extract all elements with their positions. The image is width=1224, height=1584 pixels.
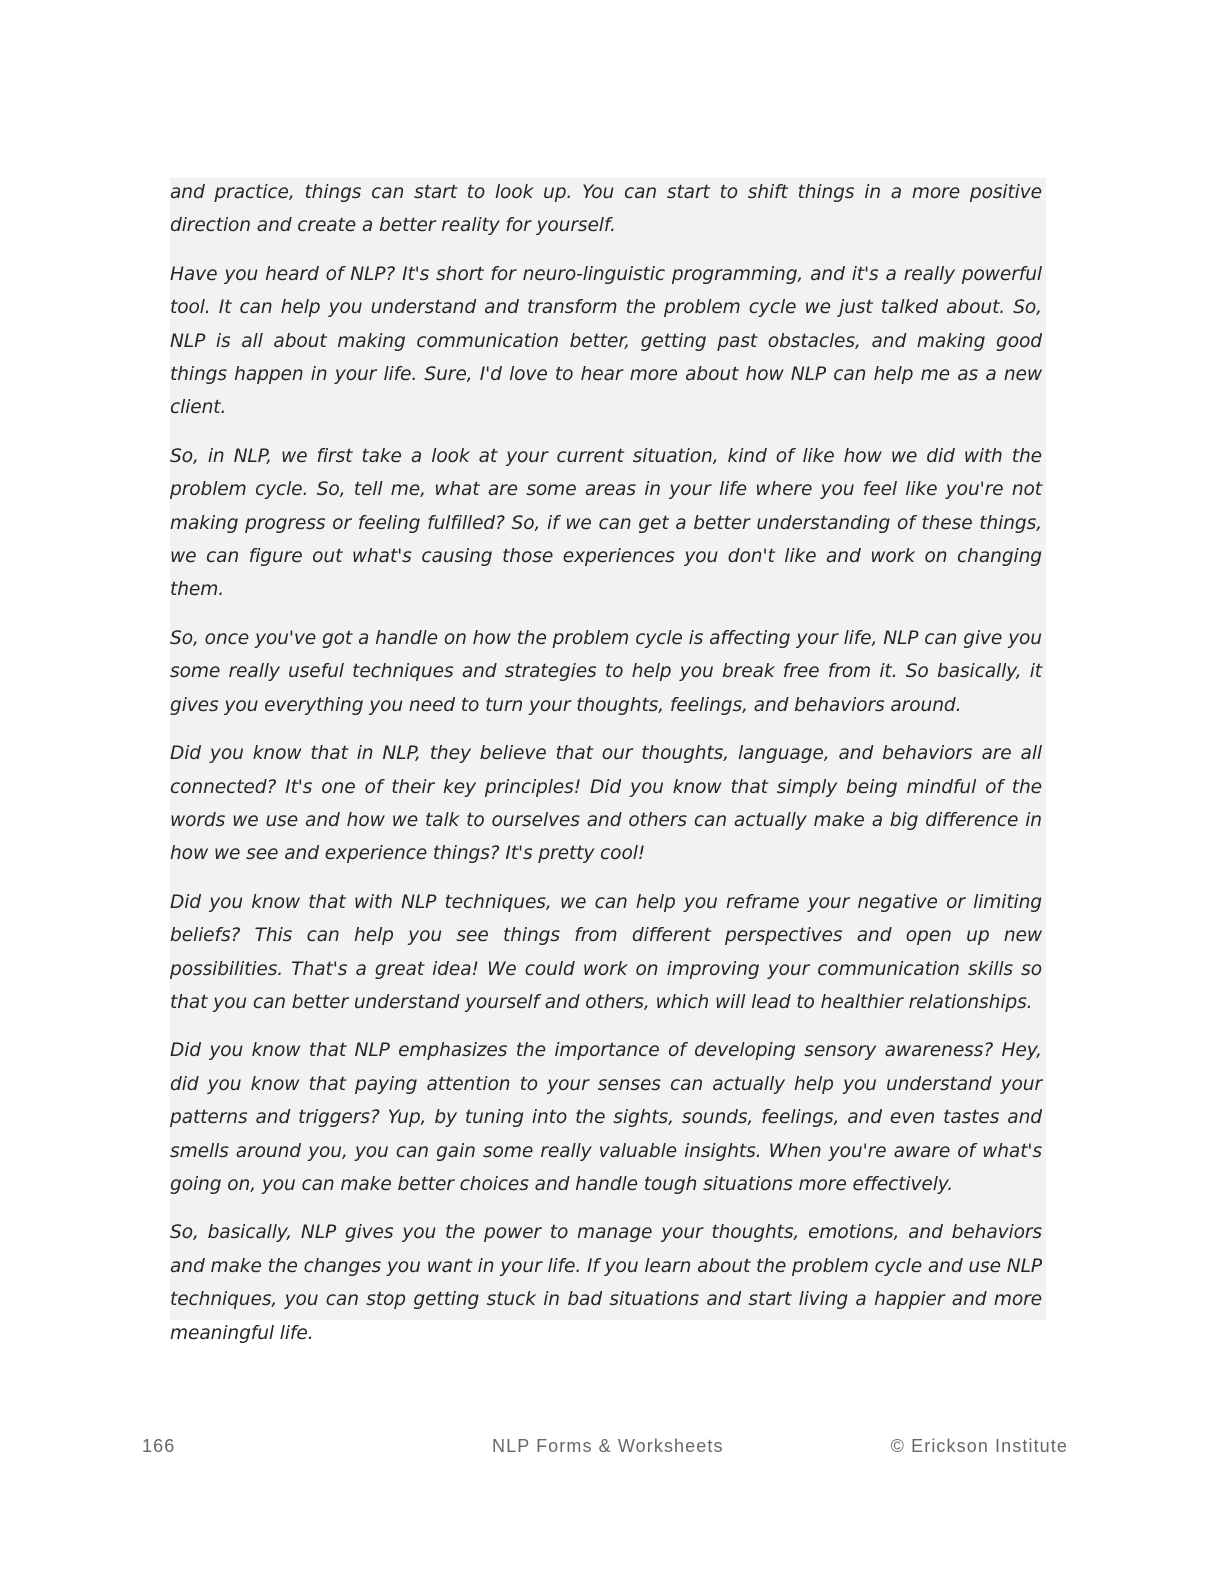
paragraph: Did you know that NLP emphasizes the importance of developing sensory awareness? Hey, did you know that paying attention to your senses can actually help you understand your patterns and triggers? Yup, by tuning into the sights, sounds, feelings, and even tastes and smells around you, you can gain some really valuable insights. When you're aware of what's going on, you can make better choices and handle tough situations more effectively. [170, 1040, 1042, 1195]
paragraph: Have you heard of NLP? It's short for neuro-linguistic programming, and it's a really powerful tool. It can help you understand and transform the problem cycle we just talked about. So, NLP is all about making communication better, getting past obstacles, and making good things happen in your life. Sure, I'd love to hear more about how NLP can help me as a new client. [170, 263, 1042, 419]
paragraph: Did you know that with NLP techniques, we can help you reframe your negative or limiting beliefs? This can help you see things from different perspectives and open up new possibilities. That's a great idea! We could work on improving your communication skills so that you can better understand yourself and others, which will lead to healthier relationships. [170, 891, 1042, 1013]
paragraph: So, once you've got a handle on how the problem cycle is affecting your life, NLP can give you some really useful techniques and strategies to help you break free from it. So basically, it gives you everything you need to turn your thoughts, feelings, and behaviors around. [170, 627, 1042, 716]
footer-copyright: © Erickson Institute [890, 1436, 1068, 1456]
paragraph: and practice, things can start to look up. You can start to shift things in a more positive direction and create a better reality for yourself. [170, 182, 1042, 237]
paragraph: Did you know that in NLP, they believe that our thoughts, language, and behaviors are all connected? It's one of their key principles! Did you know that simply being mindful of the words we use and how we talk to ourselves and others can actually make a big difference in how we see and experience things? It's pretty cool! [170, 743, 1042, 865]
paragraph: So, basically, NLP gives you the power to manage your thoughts, emotions, and behaviors and make the changes you want in your life. If you learn about the problem cycle and use NLP techniques, you can stop getting stuck in bad situations and start living a happier and more meaningful life. [170, 1222, 1042, 1344]
text-panel [170, 178, 1046, 1344]
paragraph: So, in NLP, we first take a look at your current situation, kind of like how we did with the problem cycle. So, tell me, what are some areas in your life where you feel like you're not making progress or feeling fulfilled? So, if we can get a better understanding of these things, we can figure out what's causing those experiences you don't like and work on changing them. [170, 445, 1042, 601]
page-number: 166 [142, 1436, 176, 1456]
page-footer [0, 1436, 1224, 1460]
footer-title: NLP Forms & Worksheets [492, 1436, 724, 1456]
